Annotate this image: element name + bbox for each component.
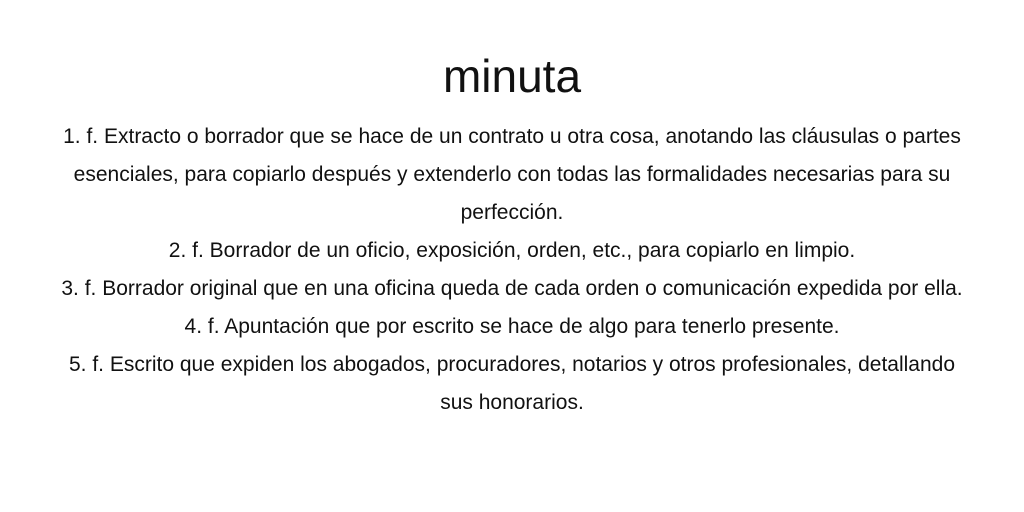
definition-2: 2. f. Borrador de un oficio, exposición, orden, etc., para copiarlo en limpio. bbox=[168, 239, 856, 262]
definition-3: 3. f. Borrador original que en una oficina queda de cada orden o comunicación expedida por ella. bbox=[61, 277, 963, 300]
definition-4: 4. f. Apuntación que por escrito se hace de algo para tenerlo presente. bbox=[184, 315, 840, 338]
definition-5: 5. f. Escrito que expiden los abogados, procuradores, notarios y otros profesionales, detallando sus honorarios. bbox=[68, 353, 956, 414]
definition-list bbox=[52, 118, 972, 422]
definition-1: 1. f. Extracto o borrador que se hace de un contrato u otra cosa, anotando las cláusulas o partes esenciales, para copiarlo después y extenderlo con todas las formalidades necesarias para su perfección. bbox=[63, 125, 961, 224]
entry-word: minuta bbox=[442, 50, 582, 102]
